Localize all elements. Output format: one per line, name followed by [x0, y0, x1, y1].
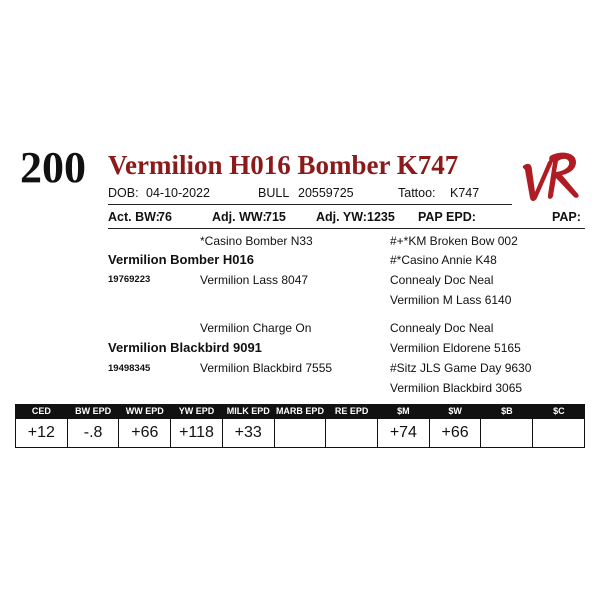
epd-table	[15, 404, 585, 448]
epd-value-marb	[274, 419, 326, 448]
epd-header-milk: MILK EPD	[222, 404, 274, 419]
pedigree-sire-reg: 19769223	[108, 274, 151, 285]
epd-header-row	[16, 404, 585, 419]
vr-brand-logo	[520, 148, 582, 204]
sex-label: BULL	[258, 186, 290, 200]
adj-ww-label: Adj. WW:	[212, 210, 267, 224]
epd-header-yw: YW EPD	[171, 404, 223, 419]
epd-header-marb: MARB EPD	[274, 404, 326, 419]
epd-value-c	[533, 419, 585, 448]
epd-value-milk: +33	[222, 419, 274, 448]
epd-header-re: RE EPD	[326, 404, 378, 419]
tattoo-label: Tattoo:	[398, 186, 436, 200]
divider-line	[108, 228, 585, 229]
epd-header-ww: WW EPD	[119, 404, 171, 419]
registration-number: 20559725	[298, 186, 354, 200]
pedigree-sire-dam: Vermilion Lass 8047	[200, 273, 309, 287]
tattoo-value: K747	[450, 186, 480, 200]
epd-value-re	[326, 419, 378, 448]
epd-header-m: $M	[378, 404, 430, 419]
act-bw-value: 76	[158, 210, 172, 224]
epd-header-c: $C	[533, 404, 585, 419]
epd-value-b	[481, 419, 533, 448]
pedigree-sire: Vermilion Bomber H016	[108, 252, 254, 267]
epd-header-ced: CED	[16, 404, 68, 419]
lot-number: 200	[20, 143, 86, 192]
pedigree-dam-sire-dam: Vermilion Eldorene 5165	[390, 341, 521, 355]
epd-value-bw: -.8	[67, 419, 119, 448]
pedigree-dam-reg: 19498345	[108, 363, 151, 374]
epd-value-row	[16, 419, 585, 448]
pedigree-dam-dam-dam: Vermilion Blackbird 3065	[390, 381, 523, 395]
pedigree-sire-sire-sire: #+*KM Broken Bow 002	[390, 234, 518, 248]
pedigree-dam-sire-sire: Connealy Doc Neal	[390, 321, 494, 335]
pedigree-sire-sire-dam: #*Casino Annie K48	[390, 253, 497, 267]
pedigree-dam-dam-sire: #Sitz JLS Game Day 9630	[390, 361, 532, 375]
animal-name: Vermilion H016 Bomber K747	[108, 150, 459, 180]
dob-value: 04-10-2022	[146, 186, 210, 200]
dob-label: DOB:	[108, 186, 139, 200]
pedigree-sire-dam-dam: Vermilion M Lass 6140	[390, 293, 512, 307]
adj-yw-value: 1235	[367, 210, 395, 224]
divider-line	[108, 204, 512, 205]
adj-yw-label: Adj. YW:	[316, 210, 367, 224]
epd-value-ced: +12	[16, 419, 68, 448]
epd-value-w: +66	[429, 419, 481, 448]
epd-value-yw: +118	[171, 419, 223, 448]
pedigree-sire-sire: *Casino Bomber N33	[200, 234, 313, 248]
pedigree-dam: Vermilion Blackbird 9091	[108, 340, 262, 355]
act-bw-label: Act. BW:	[108, 210, 160, 224]
epd-value-ww: +66	[119, 419, 171, 448]
epd-value-m: +74	[378, 419, 430, 448]
pedigree-dam-sire: Vermilion Charge On	[200, 321, 312, 335]
epd-header-w: $W	[429, 404, 481, 419]
pap-epd-label: PAP EPD:	[418, 210, 476, 224]
pap-label: PAP:	[552, 210, 581, 224]
adj-ww-value: 715	[265, 210, 286, 224]
pedigree-dam-dam: Vermilion Blackbird 7555	[200, 361, 333, 375]
pedigree-sire-dam-sire: Connealy Doc Neal	[390, 273, 494, 287]
epd-header-b: $B	[481, 404, 533, 419]
epd-header-bw: BW EPD	[67, 404, 119, 419]
